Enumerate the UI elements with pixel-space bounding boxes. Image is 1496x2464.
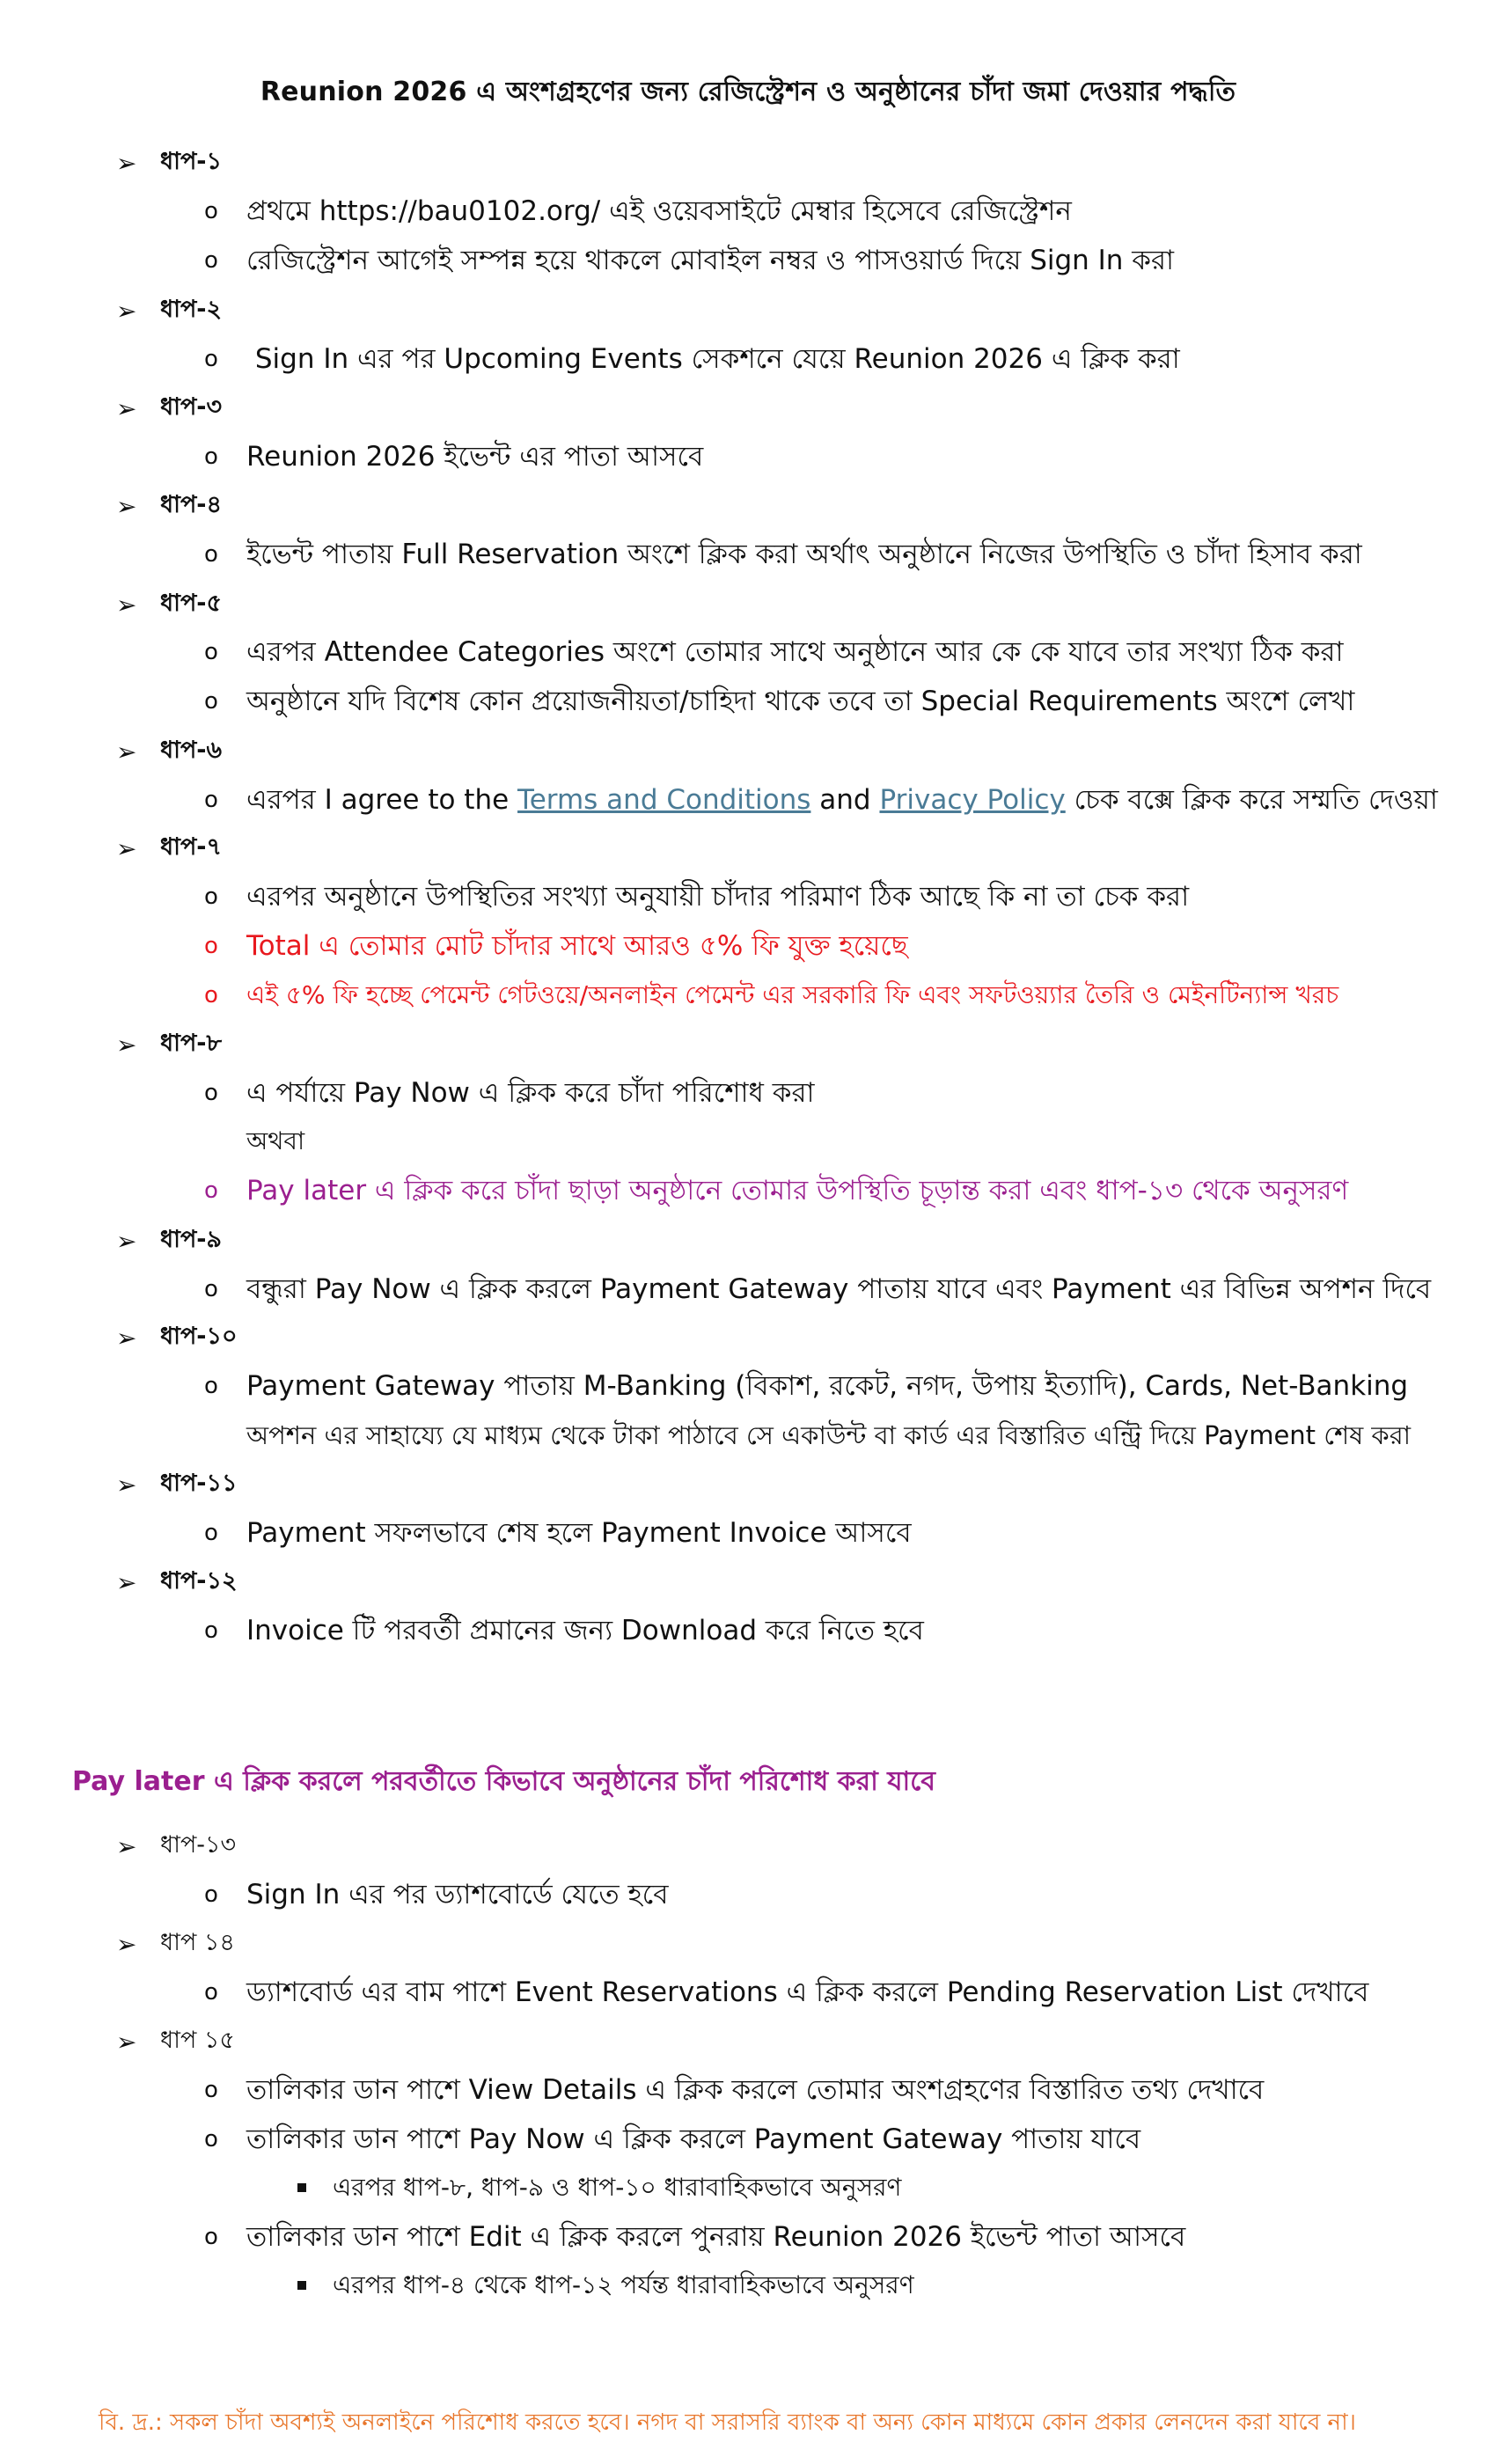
step-1-item-1: o প্রথমে https://bau0102.org/ এই ওয়েবসাইটে মেম্বার হিসেবে রেজিস্ট্রেশন bbox=[204, 192, 1471, 231]
step-13-item-1: o Sign In এর পর ড্যাশবোর্ডে যেতে হবে bbox=[204, 1875, 1471, 1914]
step-8-item-1: o এ পর্যায়ে Pay Now এ ক্লিক করে চাঁদা পরিশোধ করা bbox=[204, 1074, 1471, 1112]
bullet-icon: o bbox=[204, 688, 218, 715]
step-2-item-1: o Sign In এর পর Upcoming Events সেকশনে যেয়ে Reunion 2026 এ ক্লিক করা bbox=[204, 340, 1471, 378]
arrow-icon: ➢ bbox=[116, 2027, 137, 2057]
step-5-item-2: o অনুষ্ঠানে যদি বিশেষ কোন প্রয়োজনীয়তা/চাহিদা থাকে তবে তা Special Requirements অংশে লেখা bbox=[204, 682, 1471, 721]
step-15-item-3-sub: এরপর ধাপ-৪ থেকে ধাপ-১২ পর্যন্ত ধারাবাহিকভাবে অনুসরণ bbox=[296, 2266, 1440, 2305]
step-15-item-1: o তালিকার ডান পাশে View Details এ ক্লিক করলে তোমার অংশগ্রহণের বিস্তারিত তথ্য দেখাবে bbox=[204, 2071, 1471, 2109]
bullet-icon: o bbox=[204, 982, 218, 1008]
step-10-heading: ➢ ধাপ-১০ bbox=[116, 1322, 238, 1353]
arrow-icon: ➢ bbox=[116, 491, 137, 521]
bullet-icon: o bbox=[204, 1520, 218, 1546]
step-5-heading: ➢ ধাপ-৫ bbox=[116, 589, 223, 620]
step-7-heading: ➢ ধাপ-৭ bbox=[116, 832, 223, 863]
arrow-icon: ➢ bbox=[116, 1831, 137, 1861]
step-10-item-1: o Payment Gateway পাতায় M-Banking (বিকাশ, রকেট, নগদ, উপায় ইত্যাদি), Cards, Net-Banking bbox=[204, 1367, 1471, 1405]
terms-link[interactable]: Terms and Conditions bbox=[517, 784, 811, 816]
bullet-icon: o bbox=[204, 1080, 218, 1106]
step-8-heading: ➢ ধাপ-৮ bbox=[116, 1029, 223, 1060]
arrow-icon: ➢ bbox=[116, 296, 137, 326]
step-1-heading: ➢ ধাপ-১ bbox=[116, 147, 223, 178]
bullet-icon: o bbox=[204, 1373, 218, 1399]
step-14-heading: ➢ ধাপ ১৪ bbox=[116, 1928, 235, 1959]
bullet-icon: o bbox=[204, 1276, 218, 1302]
step-15-item-3: o তালিকার ডান পাশে Edit এ ক্লিক করলে পুনরায় Reunion 2026 ইভেন্ট পাতা আসবে bbox=[204, 2218, 1471, 2256]
bullet-icon: o bbox=[204, 933, 218, 959]
footer-note: বি. দ্র.: সকল চাঁদা অবশ্যই অনলাইনে পরিশোধ করতে হবে। নগদ বা সরাসরি ব্যাংক বা অন্য কোন মাধ্যমে কোন প্রকার লেনদেন করা যাবে না। bbox=[99, 2409, 1356, 2436]
bullet-icon: o bbox=[204, 639, 218, 665]
step-8-or: অথবা bbox=[246, 1126, 305, 1155]
step-15-item-2: o তালিকার ডান পাশে Pay Now এ ক্লিক করলে Payment Gateway পাতায় যাবে bbox=[204, 2120, 1471, 2159]
bullet-icon: o bbox=[204, 787, 218, 813]
step-15-item-2-sub: এরপর ধাপ-৮, ধাপ-৯ ও ধাপ-১০ ধারাবাহিকভাবে অনুসরণ bbox=[296, 2168, 1440, 2207]
arrow-icon: ➢ bbox=[116, 1226, 137, 1256]
square-bullet-icon bbox=[297, 2281, 306, 2290]
step-7-item-1: o এরপর অনুষ্ঠানে উপস্থিতির সংখ্যা অনুযায়ী চাঁদার পরিমাণ ঠিক আছে কি না তা চেক করা bbox=[204, 877, 1471, 916]
step-7-item-3: o এই ৫% ফি হচ্ছে পেমেন্ট গেটওয়ে/অনলাইন পেমেন্ট এর সরকারি ফি এবং সফটওয়্যার তৈরি ও মেইনটিন্যান্স খরচ bbox=[204, 976, 1471, 1015]
arrow-icon: ➢ bbox=[116, 1323, 137, 1353]
bullet-icon: o bbox=[204, 1979, 218, 2006]
step-12-heading: ➢ ধাপ-১২ bbox=[116, 1566, 238, 1597]
step-2-heading: ➢ ধাপ-২ bbox=[116, 295, 223, 326]
step-9-heading: ➢ ধাপ-৯ bbox=[116, 1225, 223, 1256]
bullet-icon: o bbox=[204, 884, 218, 910]
step-12-item-1: o Invoice টি পরবর্তী প্রমানের জন্য Download করে নিতে হবে bbox=[204, 1611, 1471, 1650]
bullet-icon: o bbox=[204, 198, 218, 224]
bullet-icon: o bbox=[204, 1177, 218, 1204]
pay-later-heading: Pay later এ ক্লিক করলে পরবর্তীতে কিভাবে অনুষ্ঠানের চাঁদা পরিশোধ করা যাবে bbox=[72, 1766, 935, 1797]
step-6-item-1: o এরপর I agree to the Terms and Conditions and Privacy Policy চেক বক্সে ক্লিক করে সম্মতি দেওয়া bbox=[204, 781, 1471, 819]
square-bullet-icon bbox=[297, 2183, 306, 2192]
arrow-icon: ➢ bbox=[116, 1030, 137, 1060]
bullet-icon: o bbox=[204, 2126, 218, 2152]
step-10-item-1-cont: অপশন এর সাহায্যে যে মাধ্যম থেকে টাকা পাঠাবে সে একাউন্ট বা কার্ড এর বিস্তারিত এন্ট্রি দিয়ে Payment শেষ করা bbox=[246, 1420, 1412, 1450]
arrow-icon: ➢ bbox=[116, 1929, 137, 1959]
arrow-icon: ➢ bbox=[116, 1470, 137, 1500]
bullet-icon: o bbox=[204, 247, 218, 274]
bullet-icon: o bbox=[204, 541, 218, 568]
step-8-item-2: o Pay later এ ক্লিক করে চাঁদা ছাড়া অনুষ্ঠানে তোমার উপস্থিতি চূড়ান্ত করা এবং ধাপ-১৩ থেকে অনুসরণ bbox=[204, 1171, 1471, 1210]
privacy-policy-link[interactable]: Privacy Policy bbox=[879, 784, 1066, 816]
step-9-item-1: o বন্ধুরা Pay Now এ ক্লিক করলে Payment Gateway পাতায় যাবে এবং Payment এর বিভিন্ন অপশন দিবে bbox=[204, 1270, 1471, 1309]
bullet-icon: o bbox=[204, 2077, 218, 2103]
bullet-icon: o bbox=[204, 346, 218, 372]
page-title: Reunion 2026 এ অংশগ্রহণের জন্য রেজিস্ট্রেশন ও অনুষ্ঠানের চাঁদা জমা দেওয়ার পদ্ধতি bbox=[260, 77, 1236, 107]
step-6-heading: ➢ ধাপ-৬ bbox=[116, 736, 223, 766]
step-15-heading: ➢ ধাপ ১৫ bbox=[116, 2026, 235, 2057]
step-5-item-1: o এরপর Attendee Categories অংশে তোমার সাথে অনুষ্ঠানে আর কে কে যাবে তার সংখ্যা ঠিক করা bbox=[204, 633, 1471, 671]
step-3-heading: ➢ ধাপ-৩ bbox=[116, 392, 223, 423]
arrow-icon: ➢ bbox=[116, 1567, 137, 1597]
step-13-heading: ➢ ধাপ-১৩ bbox=[116, 1830, 237, 1861]
arrow-icon: ➢ bbox=[116, 590, 137, 620]
step-14-item-1: o ড্যাশবোর্ড এর বাম পাশে Event Reservations এ ক্লিক করলে Pending Reservation List দেখাবে bbox=[204, 1973, 1471, 2012]
bullet-icon: o bbox=[204, 444, 218, 470]
arrow-icon: ➢ bbox=[116, 737, 137, 766]
step-11-item-1: o Payment সফলভাবে শেষ হলে Payment Invoice আসবে bbox=[204, 1514, 1471, 1552]
step-4-item-1: o ইভেন্ট পাতায় Full Reservation অংশে ক্লিক করা অর্থাৎ অনুষ্ঠানে নিজের উপস্থিতি ও চাঁদা হিসাব করা bbox=[204, 535, 1471, 574]
bullet-icon: o bbox=[204, 1881, 218, 1908]
bullet-icon: o bbox=[204, 2224, 218, 2250]
step-3-item-1: o Reunion 2026 ইভেন্ট এর পাতা আসবে bbox=[204, 437, 1471, 476]
bullet-icon: o bbox=[204, 1617, 218, 1644]
arrow-icon: ➢ bbox=[116, 833, 137, 863]
step-1-item-2: o রেজিস্ট্রেশন আগেই সম্পন্ন হয়ে থাকলে মোবাইল নম্বর ও পাসওয়ার্ড দিয়ে Sign In করা bbox=[204, 241, 1471, 280]
step-11-heading: ➢ ধাপ-১১ bbox=[116, 1469, 238, 1500]
step-4-heading: ➢ ধাপ-৪ bbox=[116, 490, 223, 521]
step-7-item-2: o Total এ তোমার মোট চাঁদার সাথে আরও ৫% ফি যুক্ত হয়েছে bbox=[204, 927, 1471, 965]
arrow-icon: ➢ bbox=[116, 393, 137, 423]
arrow-icon: ➢ bbox=[116, 148, 137, 178]
